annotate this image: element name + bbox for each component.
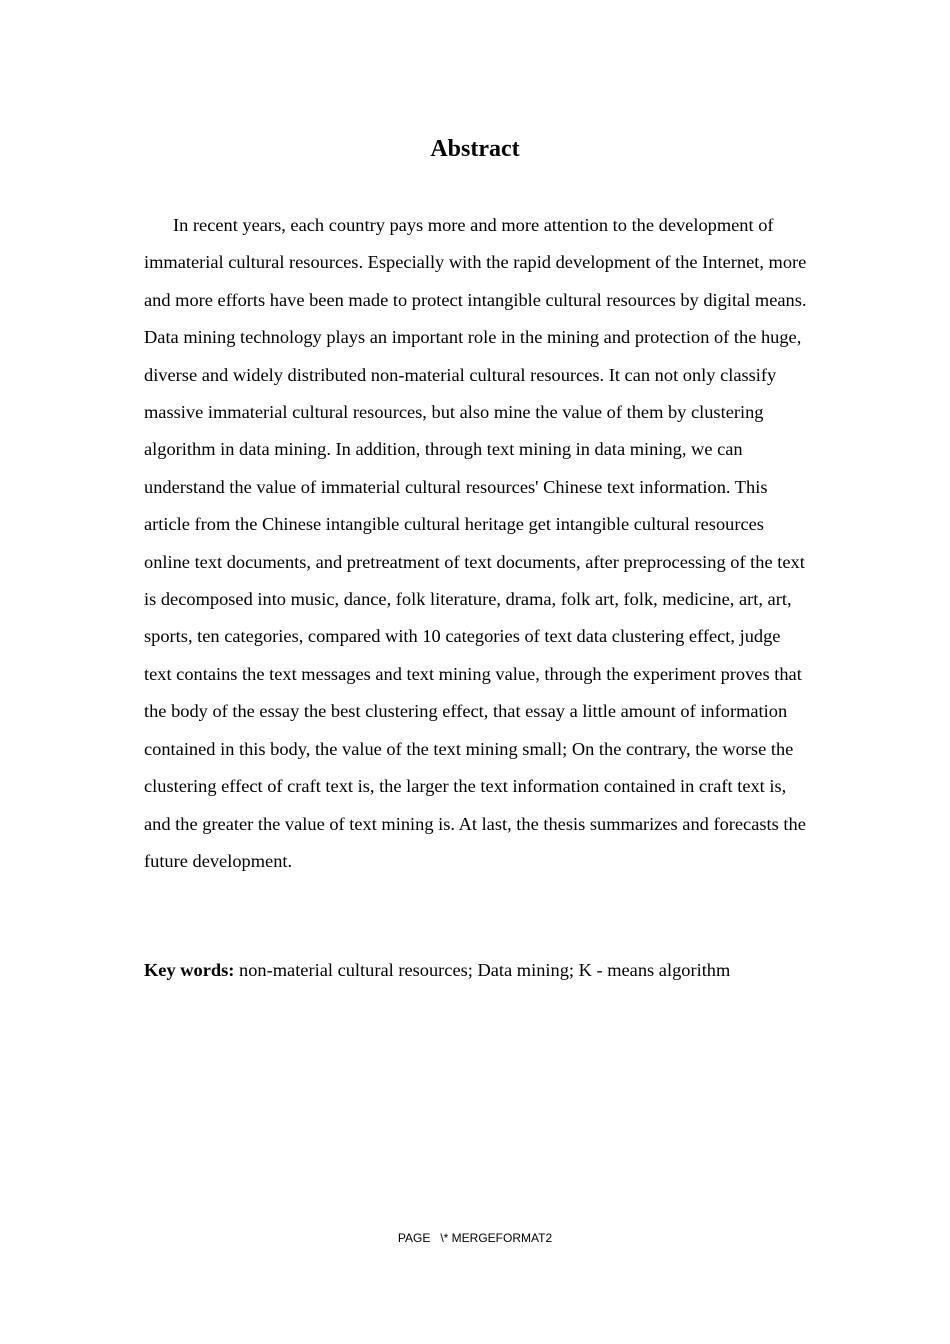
abstract-paragraph: In recent years, each country pays more and more attention to the development of immaterial cultural resources. Especially with the rapid development of the Internet, more and more efforts have been made to protect intangible cultural resources by digital means. Data mining technology plays an important role in the mining and protection of the huge, diverse and widely distributed non-material cultural resources. It can not only classify massive immaterial cultural resources, but also mine the value of them by clustering algorithm in data mining. In addition, through text mining in data mining, we can understand the value of immaterial cultural resources' Chinese text information. This article from the Chinese intangible cultural heritage get intangible cultural resources online text documents, and pretreatment of text documents, after preprocessing of the text is decomposed into music, dance, folk literature, drama, folk art, folk, medicine, art, art, sports, ten categories, compared with 10 categories of text data clustering effect, judge text contains the text messages and text mining value, through the experiment proves that the body of the essay the best clustering effect, that essay a little amount of information contained in this body, the value of the text mining small; On the contrary, the worse the clustering effect of craft text is, the larger the text information contained in craft text is, and the greater the value of text mining is. At last, the thesis summarizes and forecasts the future development. [144,215,807,871]
page-footer-field: PAGE \* MERGEFORMAT2 [397,1231,553,1245]
keywords-label: Key words: [144,960,235,980]
keywords-value: non-material cultural resources; Data mining; K - means algorithm [234,960,731,980]
keywords-line [144,952,844,989]
page-title: Abstract [430,136,520,162]
